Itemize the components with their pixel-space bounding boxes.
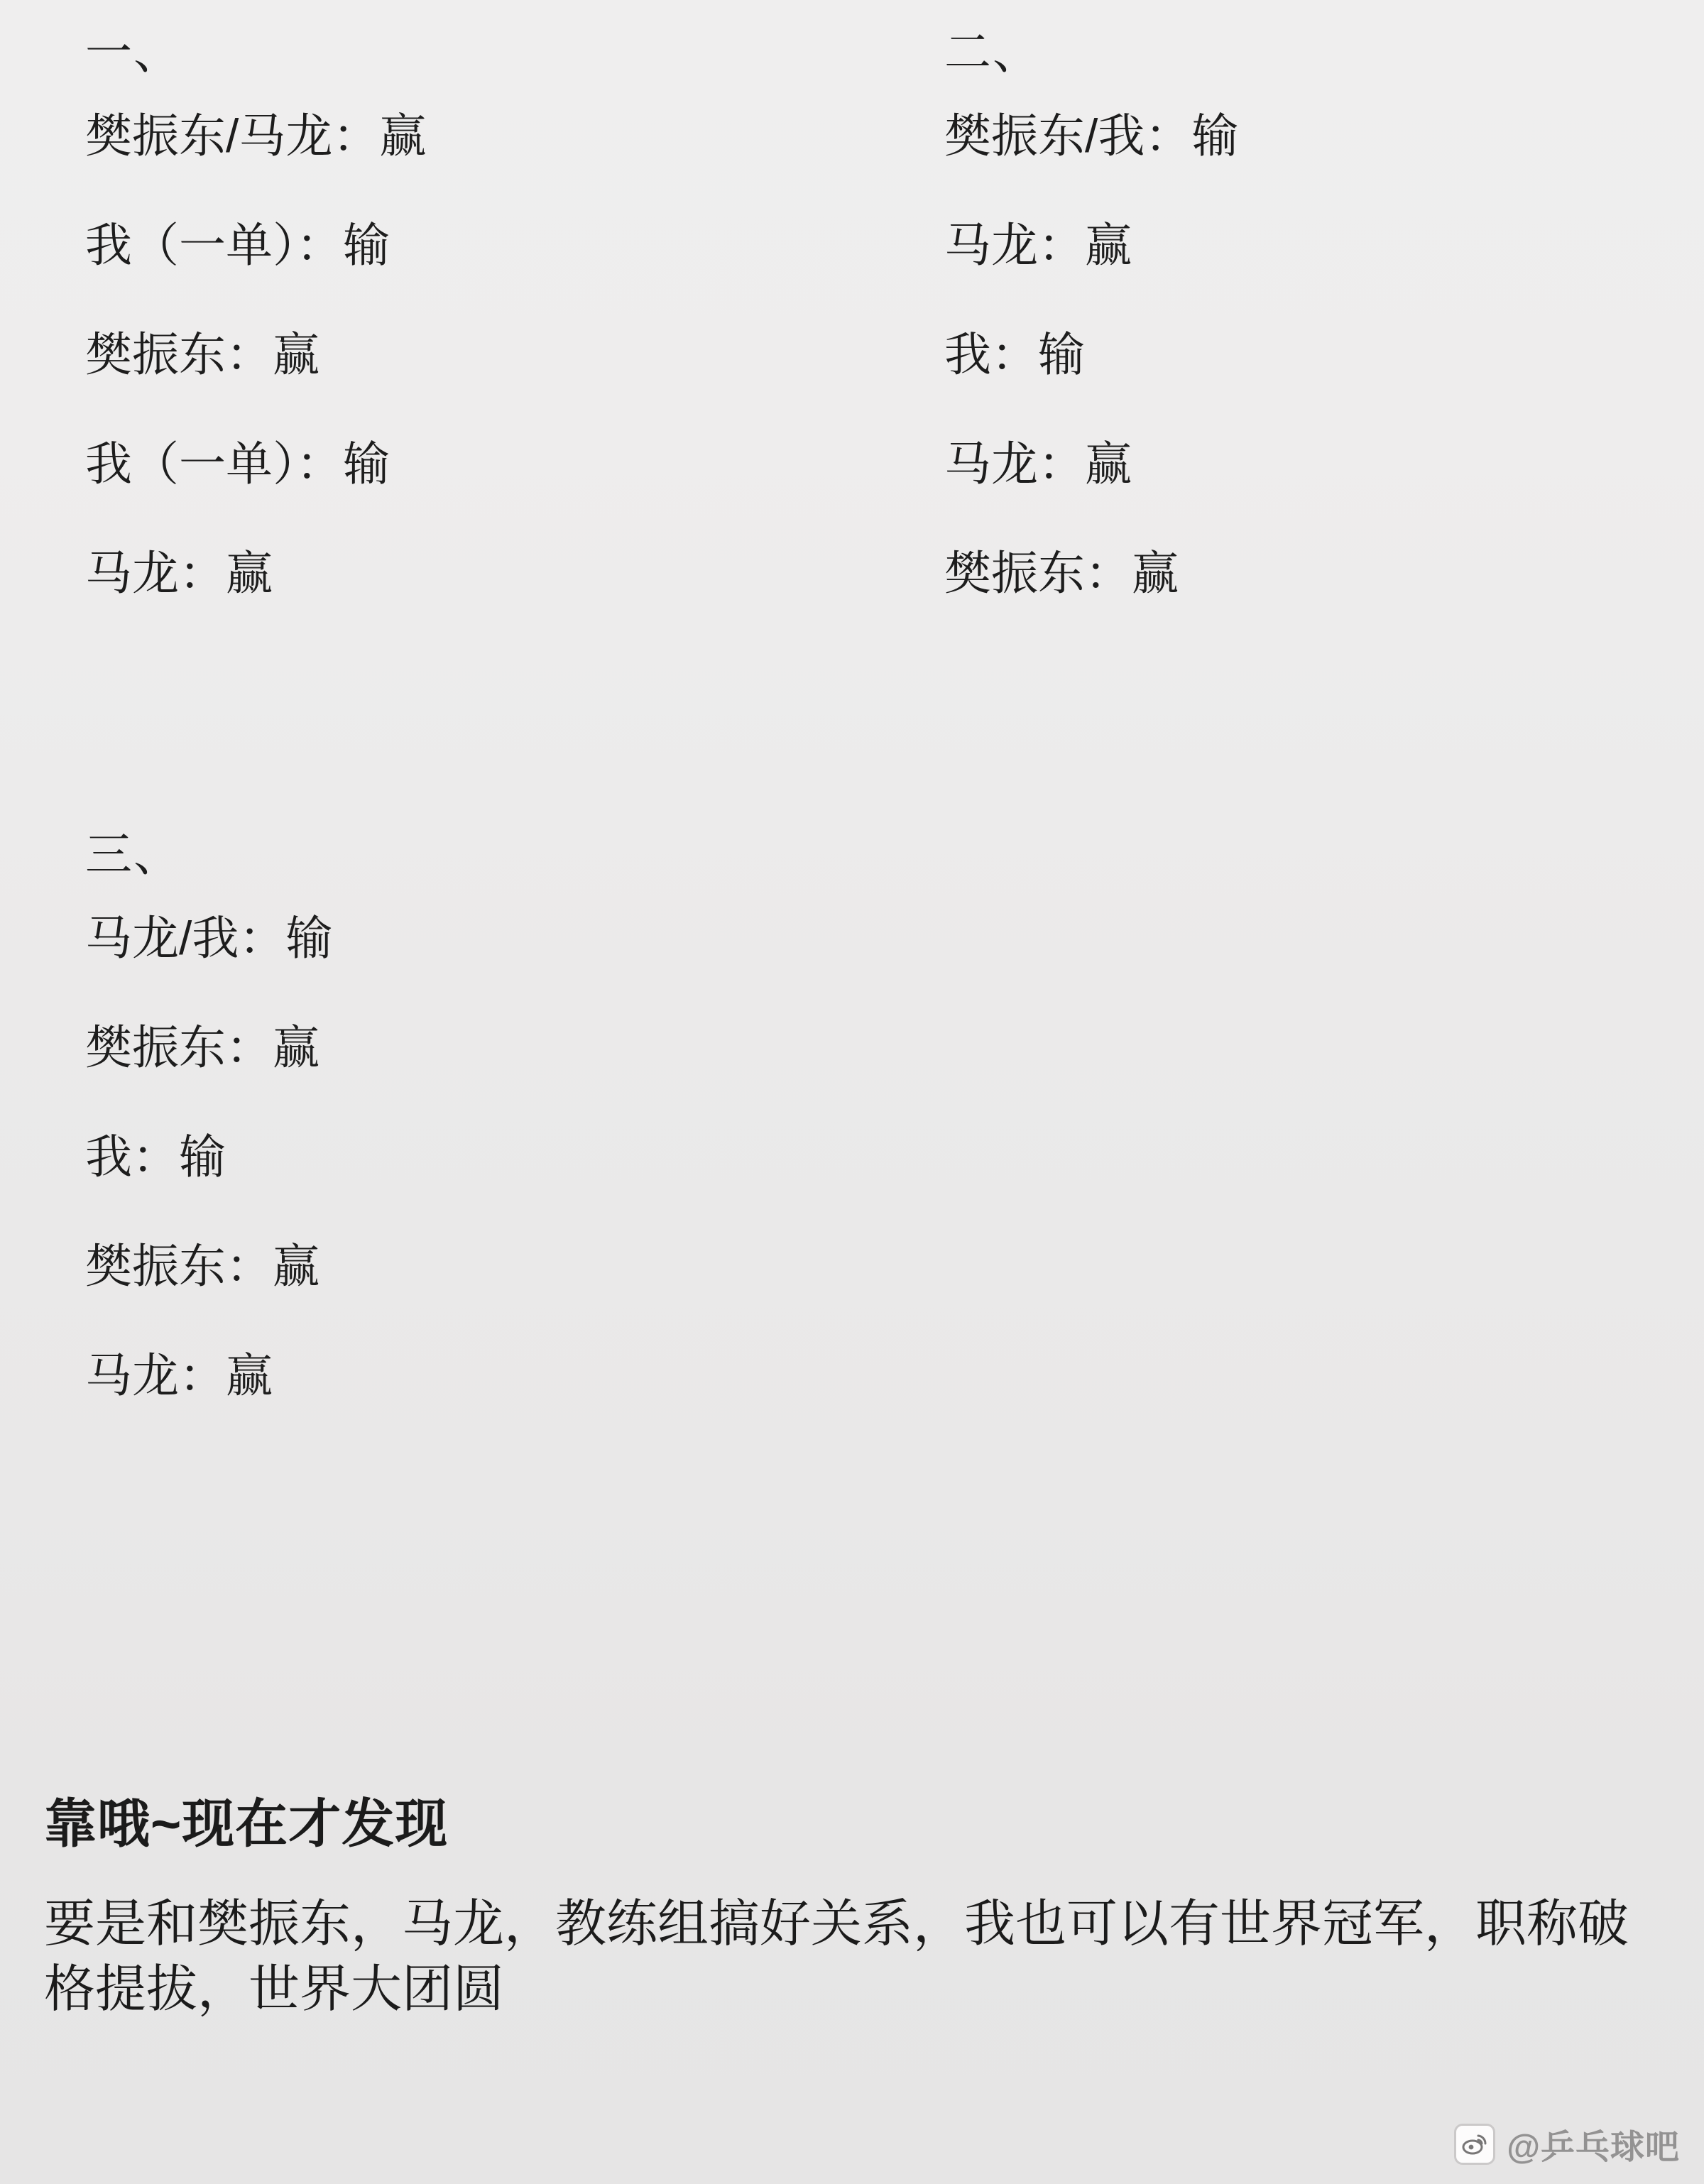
section-one-entry-2: 我（一单）：输 xyxy=(85,219,390,271)
section-two xyxy=(944,26,1690,599)
watermark xyxy=(1454,2119,1680,2168)
section-one xyxy=(85,26,923,599)
section-two-entry-3: 我：输 xyxy=(944,328,1085,381)
section-one-entry-4: 我（一单）：输 xyxy=(85,437,390,490)
section-one-entry-3: 樊振东：赢 xyxy=(85,328,320,381)
section-one-entry-5: 马龙：赢 xyxy=(85,547,273,599)
caption-body: 要是和樊振东，马龙，教练组搞好关系，我也可以有世界冠军，职称破格提拔，世界大团圆 xyxy=(44,1895,1629,2018)
section-two-title: 二、 xyxy=(944,26,1041,78)
caption-block xyxy=(44,1796,1670,2022)
caption-headline: 靠哦~现在才发现 xyxy=(44,1794,449,1853)
section-three xyxy=(85,828,923,1402)
section-three-title: 三、 xyxy=(85,828,182,880)
section-three-entry-3: 我：输 xyxy=(85,1130,226,1183)
section-three-entry-1: 马龙/我：输 xyxy=(85,912,333,964)
section-two-entry-2: 马龙：赢 xyxy=(944,219,1132,271)
section-three-entry-4: 樊振东：赢 xyxy=(85,1240,320,1292)
section-one-title: 一、 xyxy=(85,26,182,78)
section-two-entry-5: 樊振东：赢 xyxy=(944,547,1179,599)
section-two-entry-4: 马龙：赢 xyxy=(944,437,1132,490)
section-three-entry-2: 樊振东：赢 xyxy=(85,1021,320,1074)
weibo-logo-icon xyxy=(1454,2124,1495,2165)
section-two-entry-1: 樊振东/我：输 xyxy=(944,109,1239,162)
section-one-entry-1: 樊振东/马龙：赢 xyxy=(85,109,427,162)
section-three-entry-5: 马龙：赢 xyxy=(85,1349,273,1402)
watermark-text: @乒乓球吧 xyxy=(1507,2129,1680,2166)
